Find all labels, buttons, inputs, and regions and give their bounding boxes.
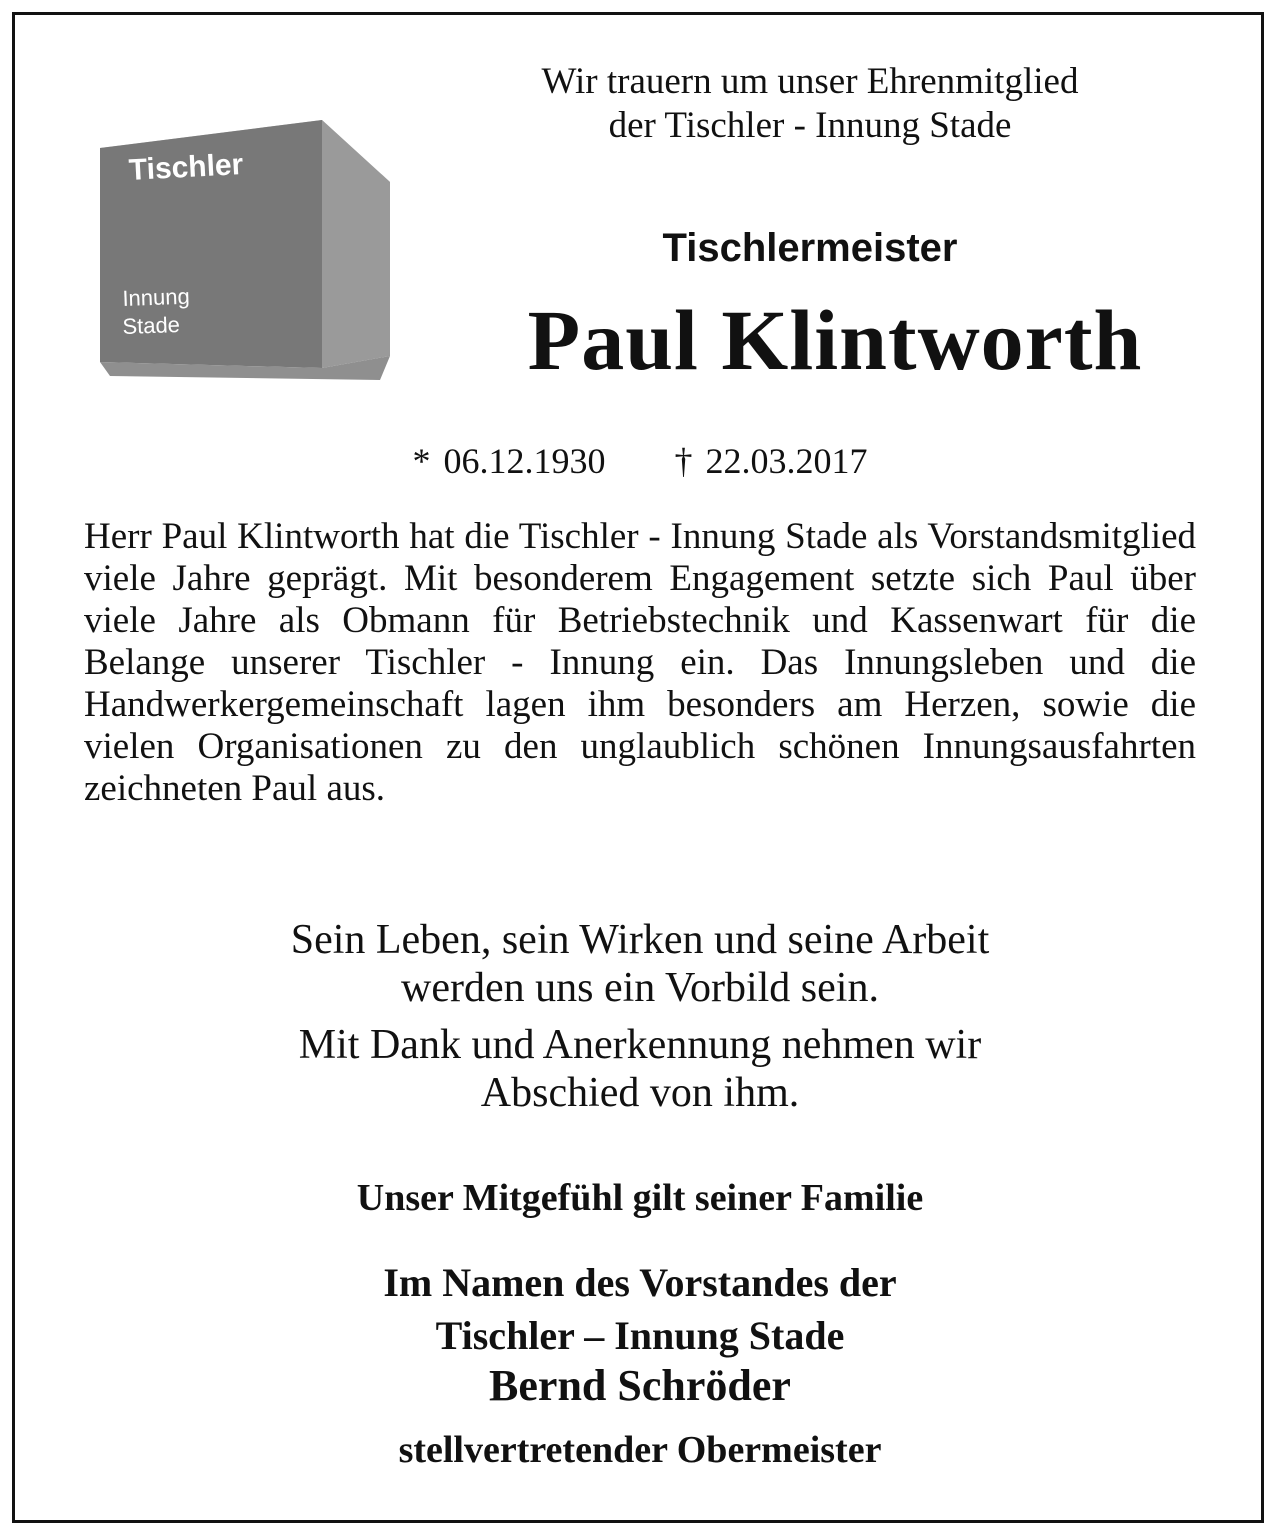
signature-line-2: Tischler – Innung Stade [435, 1313, 845, 1358]
quote-farewell-line-2: Abschied von ihm. [480, 1070, 800, 1116]
tischler-cube-logo-icon [100, 118, 392, 380]
logo-word-tischler: Tischler [128, 148, 245, 187]
quote-farewell-line-1: Mit Dank und Anerkennung nehmen wir [298, 1022, 982, 1068]
signature-line-1: Im Namen des Vorstandes der [383, 1260, 897, 1305]
signer-name: Bernd Schröder [489, 1361, 791, 1410]
logo-word-innung: Innung [122, 283, 191, 311]
intro-line-2: der Tischler - Innung Stade [608, 105, 1012, 146]
deceased-name: Paul Klintworth [527, 292, 1143, 388]
sympathy-line: Unser Mitgefühl gilt seiner Familie [356, 1177, 924, 1219]
profession-title: Tischlermeister [662, 226, 958, 270]
quote-legacy-line-2: werden uns ein Vorbild sein. [401, 965, 879, 1011]
quote-legacy [100, 916, 1180, 1012]
life-dates [0, 440, 1280, 482]
logo-word-stade: Stade [122, 311, 181, 339]
intro-line-1: Wir trauern um unser Ehrenmitglied [541, 61, 1079, 102]
intro-text [420, 60, 1200, 148]
quote-farewell [100, 1021, 1180, 1117]
tribute-paragraph: Herr Paul Klintworth hat die Tischler - Innung Stade als Vorstandsmitglied viele Jahre geprägt. Mit besonderem Engagement setzte sich Paul über viele Jahre als Obmann für Betriebstechnik und Kassenwart für die Belange unserer Tischler - Innung ein. Das Innungsleben und die Handwerkergemeinschaft lagen ihm besonders am Herzen, sowie die vielen Organisationen zu den unglaublich schönen Innungsausfahrten zeichneten Paul aus. [84, 516, 1196, 809]
death-date: † 22.03.2017 [674, 441, 868, 481]
logo-cube-side [322, 120, 390, 368]
birth-date: * 06.12.1930 [412, 441, 606, 481]
signer-role: stellvertretender Obermeister [398, 1429, 882, 1471]
quote-legacy-line-1: Sein Leben, sein Wirken und seine Arbeit [290, 917, 990, 963]
